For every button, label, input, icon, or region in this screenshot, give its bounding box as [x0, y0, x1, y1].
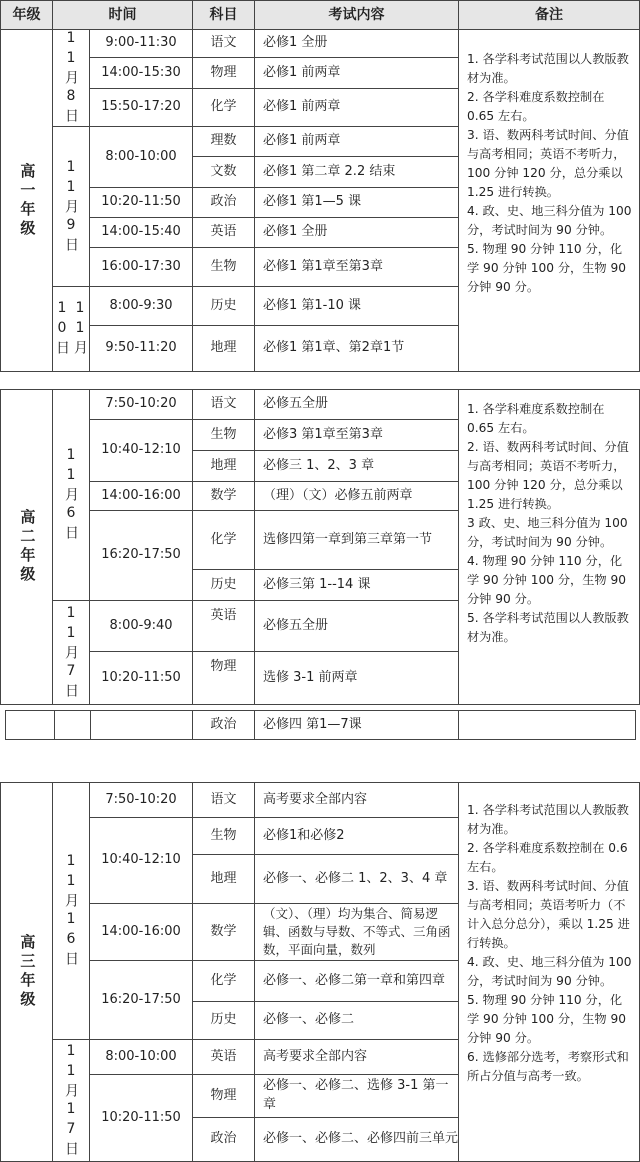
g1-table — [0, 0, 640, 372]
note-item: 2. 语、数两科考试时间、分值与高考相同；英语不考听力，100 分钟 120 分，总分乘以 1.25 进行转换。 — [467, 440, 629, 511]
content-cell: 必修三第 1--14 课 — [254, 569, 459, 601]
content-cell: 必修五全册 — [254, 600, 459, 652]
subject-cell: 物理 — [192, 651, 255, 705]
notes-cell — [458, 389, 640, 705]
g3-table — [0, 782, 640, 1162]
date-label: 11月10日 — [54, 300, 88, 358]
subject-cell: 英语 — [192, 217, 255, 248]
note-item: 3 政、史、地三科分值为 100 分，考试时间为 90 分钟。 — [467, 516, 628, 549]
subject-cell: 历史 — [192, 286, 255, 326]
date-cell — [52, 782, 90, 1040]
note-item: 3. 语、数两科考试时间、分值与高考相同；英语考听力（不计入总分总分），乘以 1.25 进行转换。 — [467, 879, 630, 950]
header-grade: 年级 — [0, 0, 53, 30]
subject-cell: 化学 — [192, 510, 255, 570]
subject-cell: 生物 — [192, 247, 255, 287]
content-cell: 必修1 前两章 — [254, 57, 459, 89]
date-label: 11月16日 — [63, 853, 79, 969]
notes-cell — [458, 782, 640, 1162]
content-cell: 必修一、必修二 — [254, 1001, 459, 1040]
time-cell: 14:00-15:30 — [89, 57, 193, 89]
header-subject: 科目 — [192, 0, 255, 30]
time-cell: 7:50-10:20 — [89, 782, 193, 818]
grade-label: 高三年级 — [18, 934, 37, 1010]
time-cell: 10:20-11:50 — [89, 651, 193, 705]
subject-cell: 化学 — [192, 960, 255, 1002]
subject-cell: 地理 — [192, 450, 255, 482]
time-cell: 8:00-9:30 — [89, 286, 193, 326]
extra-time-cell — [90, 710, 193, 740]
extra-notes-cell — [458, 710, 636, 740]
grade-cell — [0, 782, 53, 1162]
extra-date-cell — [54, 710, 91, 740]
subject-cell: 政治 — [192, 187, 255, 218]
date-label: 11月8日 — [63, 30, 79, 126]
content-cell: 必修1 第1章至第3章 — [254, 247, 459, 287]
subject-cell: 物理 — [192, 57, 255, 89]
header-content: 考试内容 — [254, 0, 459, 30]
content-cell: 必修四 第1—7课 — [254, 710, 459, 740]
time-cell: 8:00-10:00 — [89, 126, 193, 188]
subject-cell: 语文 — [192, 389, 255, 420]
note-item: 1. 各学科考试范围以人教版教材为准。 — [467, 803, 629, 836]
subject-cell: 政治 — [192, 1117, 255, 1162]
note-item: 4. 政、史、地三科分值为 100 分，考试时间为 90 分钟。 — [467, 204, 632, 237]
time-cell: 15:50-17:20 — [89, 88, 193, 127]
subject-cell: 历史 — [192, 569, 255, 601]
date-label: 11月7日 — [63, 604, 79, 701]
content-cell: 必修1 前两章 — [254, 126, 459, 157]
header-notes: 备注 — [458, 0, 640, 30]
subject-cell: 语文 — [192, 29, 255, 58]
subject-cell: 物理 — [192, 1074, 255, 1118]
subject-cell: 文数 — [192, 156, 255, 188]
time-cell: 9:00-11:30 — [89, 29, 193, 58]
grade-label: 高二年级 — [18, 509, 37, 585]
time-cell: 10:40-12:10 — [89, 419, 193, 482]
time-cell: 9:50-11:20 — [89, 325, 193, 372]
content-cell: （理）（文）必修五前两章 — [254, 481, 459, 511]
content-cell: 必修3 第1章至第3章 — [254, 419, 459, 451]
note-item: 2. 各学科难度系数控制在 0.6 左右。 — [467, 841, 628, 874]
time-cell: 7:50-10:20 — [89, 389, 193, 420]
content-cell: 选修四第一章到第三章第一节 — [254, 510, 459, 570]
time-cell: 8:00-9:40 — [89, 600, 193, 652]
content-cell: 高考要求全部内容 — [254, 782, 459, 818]
date-label: 11月9日 — [63, 158, 79, 255]
note-item: 2. 各学科难度系数控制在 0.65 左右。 — [467, 90, 605, 123]
g2-table — [0, 389, 640, 740]
subject-cell: 地理 — [192, 325, 255, 372]
note-item: 4. 物理 90 分钟 110 分，化学 90 分钟 100 分，生物 90 分钟 90 分。 — [467, 554, 626, 606]
date-cell — [52, 600, 90, 705]
time-cell: 16:20-17:50 — [89, 510, 193, 601]
note-item: 5. 物理 90 分钟 110 分，化学 90 分钟 100 分，生物 90 分钟 90 分。 — [467, 242, 626, 294]
date-label: 11月17日 — [63, 1042, 79, 1159]
content-cell: 选修 3-1 前两章 — [254, 651, 459, 705]
subject-cell: 英语 — [192, 1039, 255, 1075]
content-cell: 高考要求全部内容 — [254, 1039, 459, 1075]
date-label: 11月6日 — [63, 447, 79, 543]
time-cell: 14:00-16:00 — [89, 903, 193, 961]
content-cell: 必修1 全册 — [254, 217, 459, 248]
notes-cell — [458, 29, 640, 372]
note-item: 1. 各学科考试范围以人教版教材为准。 — [467, 52, 629, 85]
subject-cell: 英语 — [192, 600, 255, 652]
content-cell: 必修1和必修2 — [254, 817, 459, 855]
time-cell: 8:00-10:00 — [89, 1039, 193, 1075]
date-cell — [52, 1039, 90, 1162]
time-cell: 14:00-16:00 — [89, 481, 193, 511]
time-cell: 10:20-11:50 — [89, 1074, 193, 1162]
time-cell: 14:00-15:40 — [89, 217, 193, 248]
note-item: 4. 政、史、地三科分值为 100 分，考试时间为 90 分钟。 — [467, 955, 632, 988]
subject-cell: 地理 — [192, 854, 255, 904]
grade-label: 高一年级 — [18, 162, 37, 239]
content-cell: 必修一、必修二 1、2、3、4 章 — [254, 854, 459, 904]
time-cell: 16:20-17:50 — [89, 960, 193, 1040]
date-cell — [52, 389, 90, 601]
subject-cell: 历史 — [192, 1001, 255, 1040]
content-cell: 必修五全册 — [254, 389, 459, 420]
subject-cell: 生物 — [192, 817, 255, 855]
content-cell: 必修1 全册 — [254, 29, 459, 58]
subject-cell: 理数 — [192, 126, 255, 157]
content-cell: 必修1 第1章、第2章1节 — [254, 325, 459, 372]
subject-cell: 化学 — [192, 88, 255, 127]
content-cell: 必修1 前两章 — [254, 88, 459, 127]
subject-cell: 语文 — [192, 782, 255, 818]
date-cell — [52, 29, 90, 127]
content-cell: （文）、（理）均为集合、简易逻辑、函数与导数、不等式、三角函数，平面向量，数列 — [254, 903, 459, 961]
grade-cell — [0, 389, 53, 705]
header-time: 时间 — [52, 0, 193, 30]
content-cell: 必修三 1、2、3 章 — [254, 450, 459, 482]
grade-cell — [0, 29, 53, 372]
time-cell: 10:40-12:10 — [89, 817, 193, 904]
note-item: 5. 物理 90 分钟 110 分，化学 90 分钟 100 分，生物 90 分钟 90 分。 — [467, 993, 626, 1045]
content-cell: 必修一、必修二第一章和第四章 — [254, 960, 459, 1002]
content-cell: 必修一、必修二、选修 3-1 第一章 — [254, 1074, 459, 1118]
content-cell: 必修1 第1-10 课 — [254, 286, 459, 326]
note-item: 6. 选修部分选考，考察形式和所占分值与高考一致。 — [467, 1050, 629, 1083]
content-cell: 必修一、必修二、必修四前三单元 — [254, 1117, 459, 1162]
extra-grade-cell — [5, 710, 55, 740]
subject-cell: 政治 — [192, 710, 255, 740]
note-item: 5. 各学科考试范围以人教版教材为准。 — [467, 611, 629, 644]
subject-cell: 数学 — [192, 903, 255, 961]
date-cell — [52, 286, 90, 372]
date-cell — [52, 126, 90, 287]
time-cell: 10:20-11:50 — [89, 187, 193, 218]
content-cell: 必修1 第二章 2.2 结束 — [254, 156, 459, 188]
subject-cell: 生物 — [192, 419, 255, 451]
note-item: 1. 各学科难度系数控制在 0.65 左右。 — [467, 402, 605, 435]
content-cell: 必修1 第1—5 课 — [254, 187, 459, 218]
subject-cell: 数学 — [192, 481, 255, 511]
time-cell: 16:00-17:30 — [89, 247, 193, 287]
note-item: 3. 语、数两科考试时间、分值与高考相同；英语不考听力，100 分钟 120 分，总分乘以 1.25 进行转换。 — [467, 128, 629, 199]
